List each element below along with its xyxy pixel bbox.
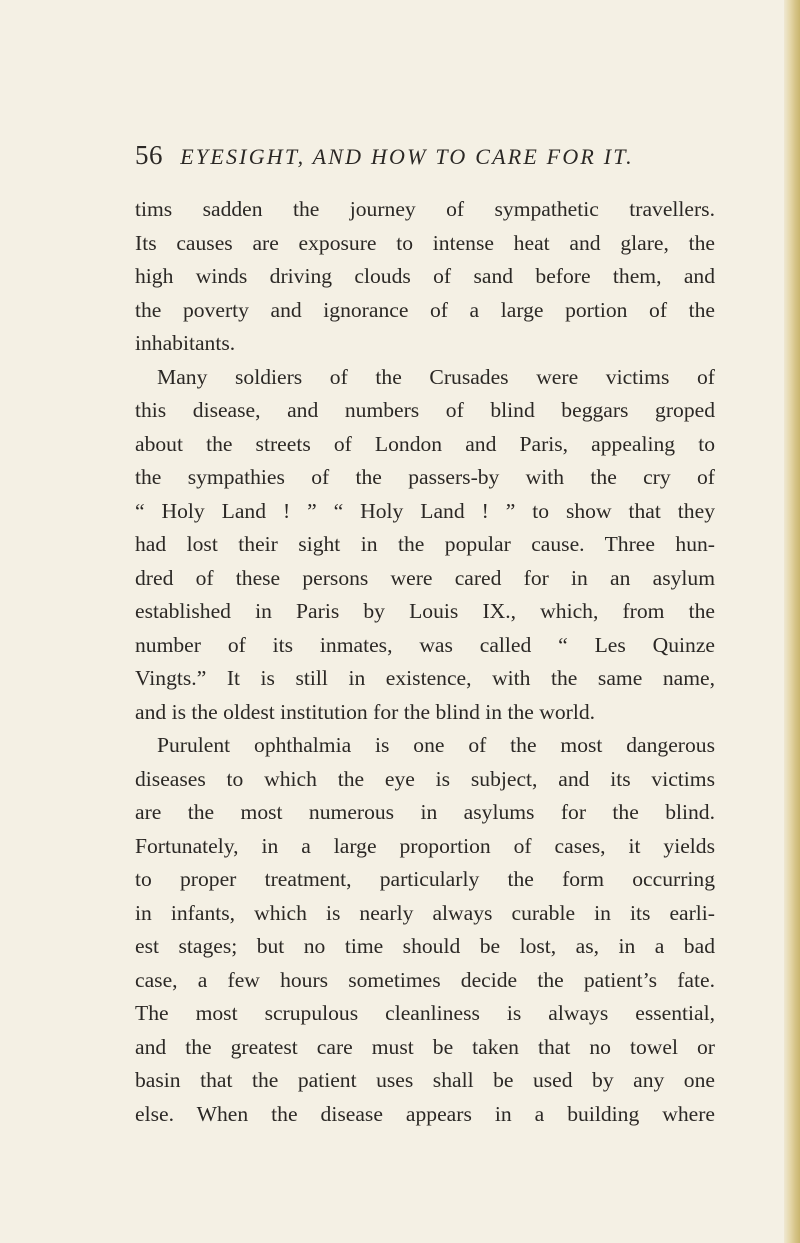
text-line: the poverty and ignorance of a large portion of the [135,297,715,322]
text-line: basin that the patient uses shall be used by any one [135,1068,715,1092]
page-edge [784,0,800,1243]
text-line: Its causes are exposure to intense heat and glare, the [135,230,715,255]
text-line: and the greatest care must be taken that no towel or [135,1034,715,1059]
text-line: high winds driving clouds of sand before them, and [135,264,715,288]
text-line: established in Paris by Louis IX., which, from the [135,599,715,623]
text-line: the sympathies of the passers-by with the cry of [135,465,715,489]
text-line: dred of these persons were cared for in an asylum [135,565,715,590]
text-line: Many soldiers of the Crusades were victims of [157,364,715,389]
text-line: “ Holy Land ! ” “ Holy Land ! ” to show that they [135,498,715,523]
text-line: are the most numerous in asylums for the blind. [135,800,715,824]
text-line: else. When the disease appears in a building where [135,1101,715,1126]
text-line: and is the oldest institution for the blind in the world. [135,699,596,724]
text-line: inhabitants. [135,331,236,355]
text-line: Vingts.” It is still in existence, with the same name, [135,666,715,690]
text-line: Purulent ophthalmia is one of the most dangerous [157,733,715,757]
text-line: The most scrupulous cleanliness is always essential, [135,1001,715,1025]
text-line: to proper treatment, particularly the form occurring [135,867,715,891]
text-line: Fortunately, in a large proportion of cases, it yields [135,833,715,858]
running-head-title: EYESIGHT, AND HOW TO CARE FOR IT. [180,144,634,169]
text-line: diseases to which the eye is subject, and its victims [135,766,715,791]
running-head [135,140,634,171]
body-text [135,193,715,1131]
text-line: est stages; but no time should be lost, as, in a bad [135,934,715,958]
text-line: case, a few hours sometimes decide the patient’s fate. [135,967,715,992]
text-line: number of its inmates, was called “ Les Quinze [135,632,715,657]
text-line: tims sadden the journey of sympathetic travellers. [135,197,715,221]
text-line: in infants, which is nearly always curable in its earli- [135,900,715,925]
text-line: had lost their sight in the popular cause. Three hun- [135,532,715,556]
page-number: 56 [135,140,163,170]
text-line: about the streets of London and Paris, appealing to [135,431,715,456]
text-line: this disease, and numbers of blind beggars groped [135,398,715,422]
